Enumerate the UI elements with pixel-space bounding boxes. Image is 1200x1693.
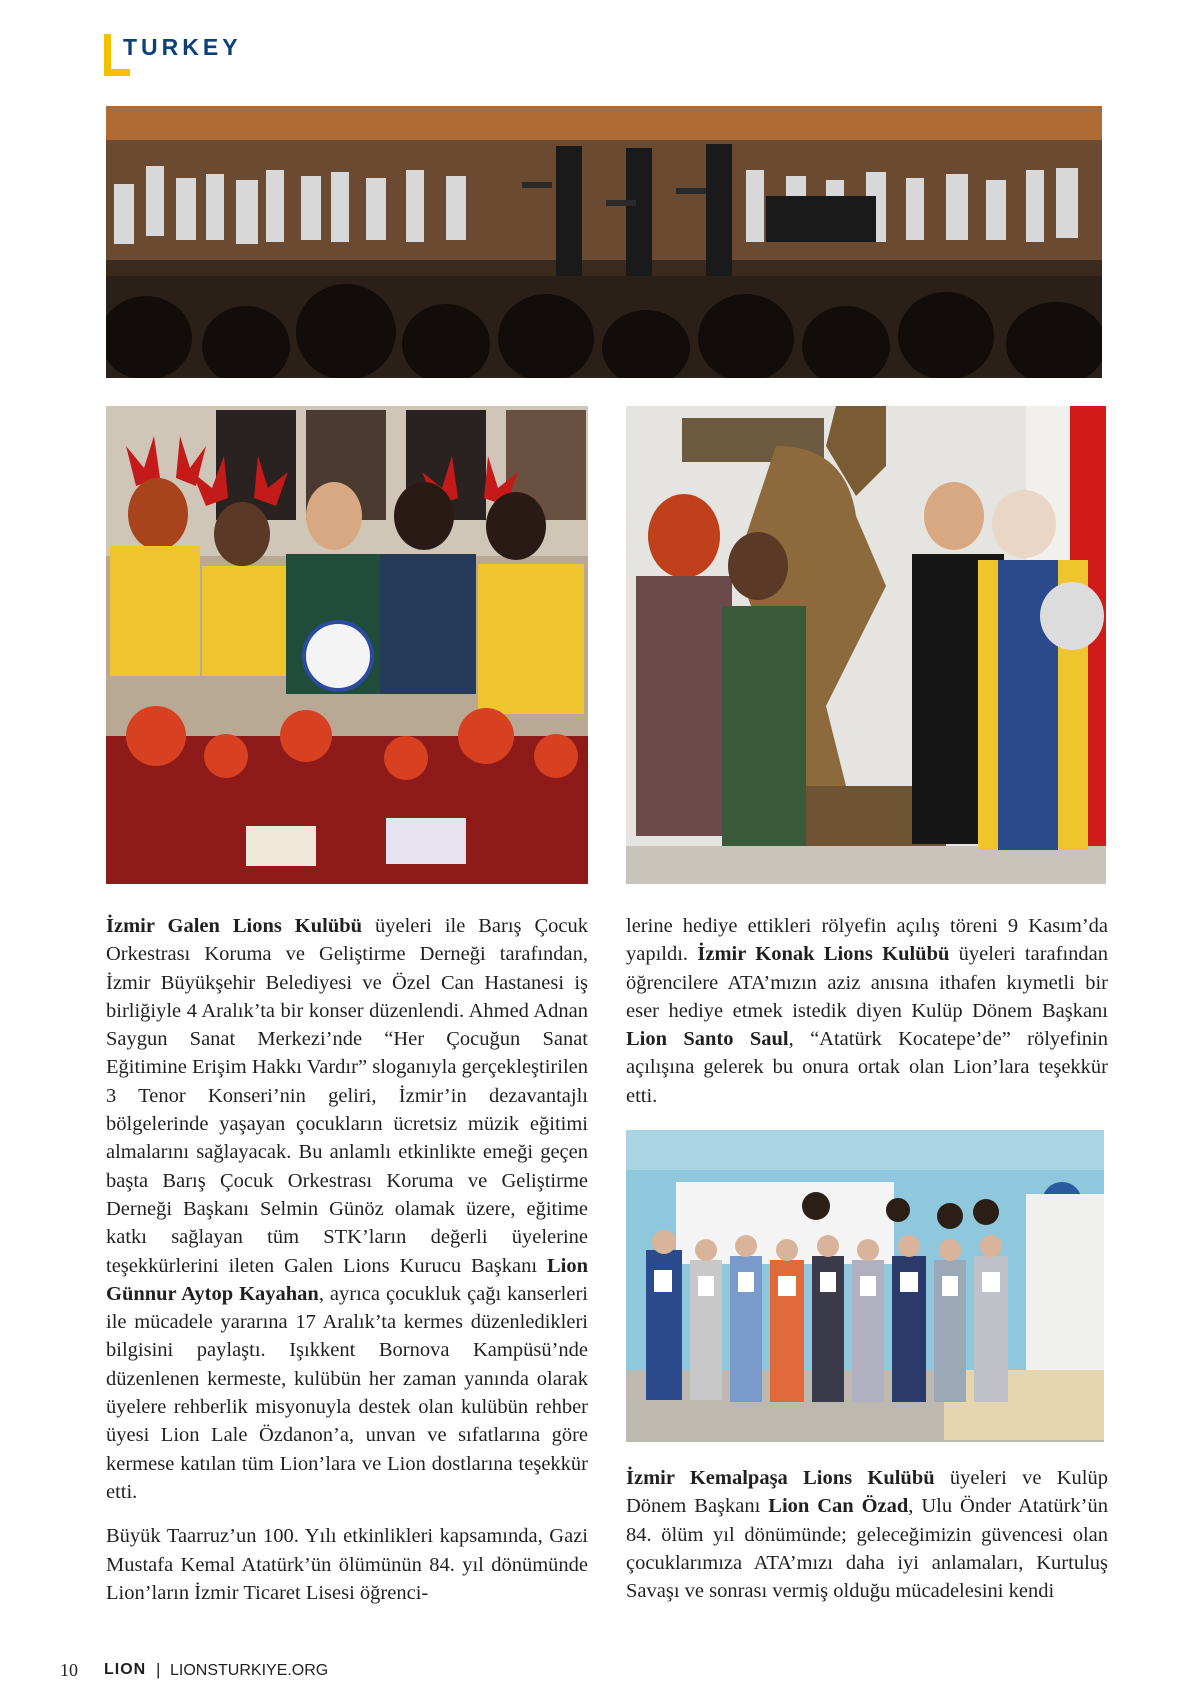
article-right-column-top xyxy=(626,912,1108,1110)
article-paragraph-ticaret xyxy=(106,1522,588,1607)
section-title: TURKEY xyxy=(123,34,242,60)
footer-brand: LION xyxy=(104,1661,147,1678)
article-left-column xyxy=(106,912,588,1607)
text-run: üyeleri ile Barış Çocuk Orkestrası Koruma ve Geliştirme Derneği tarafından, İzmir Büyükşehir Belediyesi ve Özel Can Hastanesi iş birliğiyle 4 Aralık’ta bir konser düzenlendi. Ahmed Adnan Saygun Sanat Merkezi’nde “Her Çocuğun Sanat Eğitimine Erişim Hakkı Vardır” sloganıyla gerçekleştirilen 3 Tenor Konseri’nin geliri, İzmir’in dezavantajlı bölgelerinde yaşayan çocukların ücretsiz müzik eğitimi almalarını sağlayacak. Bu anlamlı etkinlikte emeği geçen başta Barış Çocuk Orkestrası Koruma ve Geliştirme Derneği Başkanı Selmin Günöz olamak üzere, eğitime katkı sağlayan tüm STK’ların değerli üyelerine teşekkürlerini ileten Galen Lions Kurucu Başkanı xyxy=(106,915,588,1277)
article-right-column-bottom xyxy=(626,1464,1108,1605)
article-paragraph-galen xyxy=(106,912,588,1506)
ataturk-relief-photo xyxy=(626,406,1106,884)
bold-text-run: İzmir Galen Lions Kulübü xyxy=(106,915,363,937)
concert-photo xyxy=(106,106,1102,378)
article-paragraph-konak xyxy=(626,912,1108,1110)
bold-text-run: Lion Günnur Aytop Kayahan xyxy=(106,1254,588,1305)
bold-text-run: İzmir Konak Lions Kulübü xyxy=(697,943,950,966)
page-number: 10 xyxy=(60,1660,78,1680)
text-run: üyeleri ve Kulüp Dönem Başkanı xyxy=(626,1467,1108,1518)
footer-website-link[interactable]: LIONSTURKIYE.ORG xyxy=(170,1662,329,1679)
text-run: Büyük Taarruz’un 100. Yılı etkinlikleri kapsamında, Gazi Mustafa Kemal Atatürk’ün ölümünün 84. yıl dönümünde Lion’ların İzmir Ticaret Lisesi öğrenci- xyxy=(106,1525,588,1604)
kermes-group-photo xyxy=(106,406,588,884)
bold-text-run: Lion Can Özad xyxy=(768,1495,909,1518)
students-photo xyxy=(626,1130,1104,1442)
article-paragraph-kemalpasa xyxy=(626,1464,1108,1605)
text-run: lerine hediye ettikleri rölyefin açılış töreni 9 Kasım’da yapıldı. xyxy=(626,915,1108,966)
page-footer xyxy=(60,1660,329,1684)
footer-separator: | xyxy=(156,1660,161,1679)
text-run: , ayrıca çocukluk çağı kanserleri ile mücadele yararına 17 Aralık’ta kermes düzenledikleri bilgisini paylaştı. Işıkkent Bornova Kampüsü’nde düzenlenen kermeste, kulübün her zaman yanında olarak üyelere rehberlik misyonuyla destek olan kulübün rehber üyesi Lion Lale Özdanon’a, unvan ve sıfatlarına göre kermese katılan tüm Lion’lara ve Lion dostlarına teşekkür etti. xyxy=(106,1282,588,1503)
text-run: üyeleri tarafından öğrencilere ATA’mızın aziz anısına ithafen kıymetli bir eser hediye etmek istedik diyen Kulüp Dönem Başkanı xyxy=(626,943,1108,1022)
text-run: , Ulu Önder Atatürk’ün 84. ölüm yıl dönümünde; geleceğimizin güvencesi olan çocuklarımıza ATA’mızı daha iyi anlamaları, Kurtuluş Savaşı ve sonrası vermiş olduğu mücadelesini kendi xyxy=(626,1495,1109,1603)
section-header xyxy=(104,34,404,78)
text-run: , “Atatürk Kocatepe’de” rölyefinin açılışına gelerek bu onura ortak olan Lion’lara teşekkür etti. xyxy=(626,1028,1108,1107)
bold-text-run: Lion Santo Saul xyxy=(626,1028,789,1051)
bold-text-run: İzmir Kemalpaşa Lions Kulübü xyxy=(626,1467,935,1489)
